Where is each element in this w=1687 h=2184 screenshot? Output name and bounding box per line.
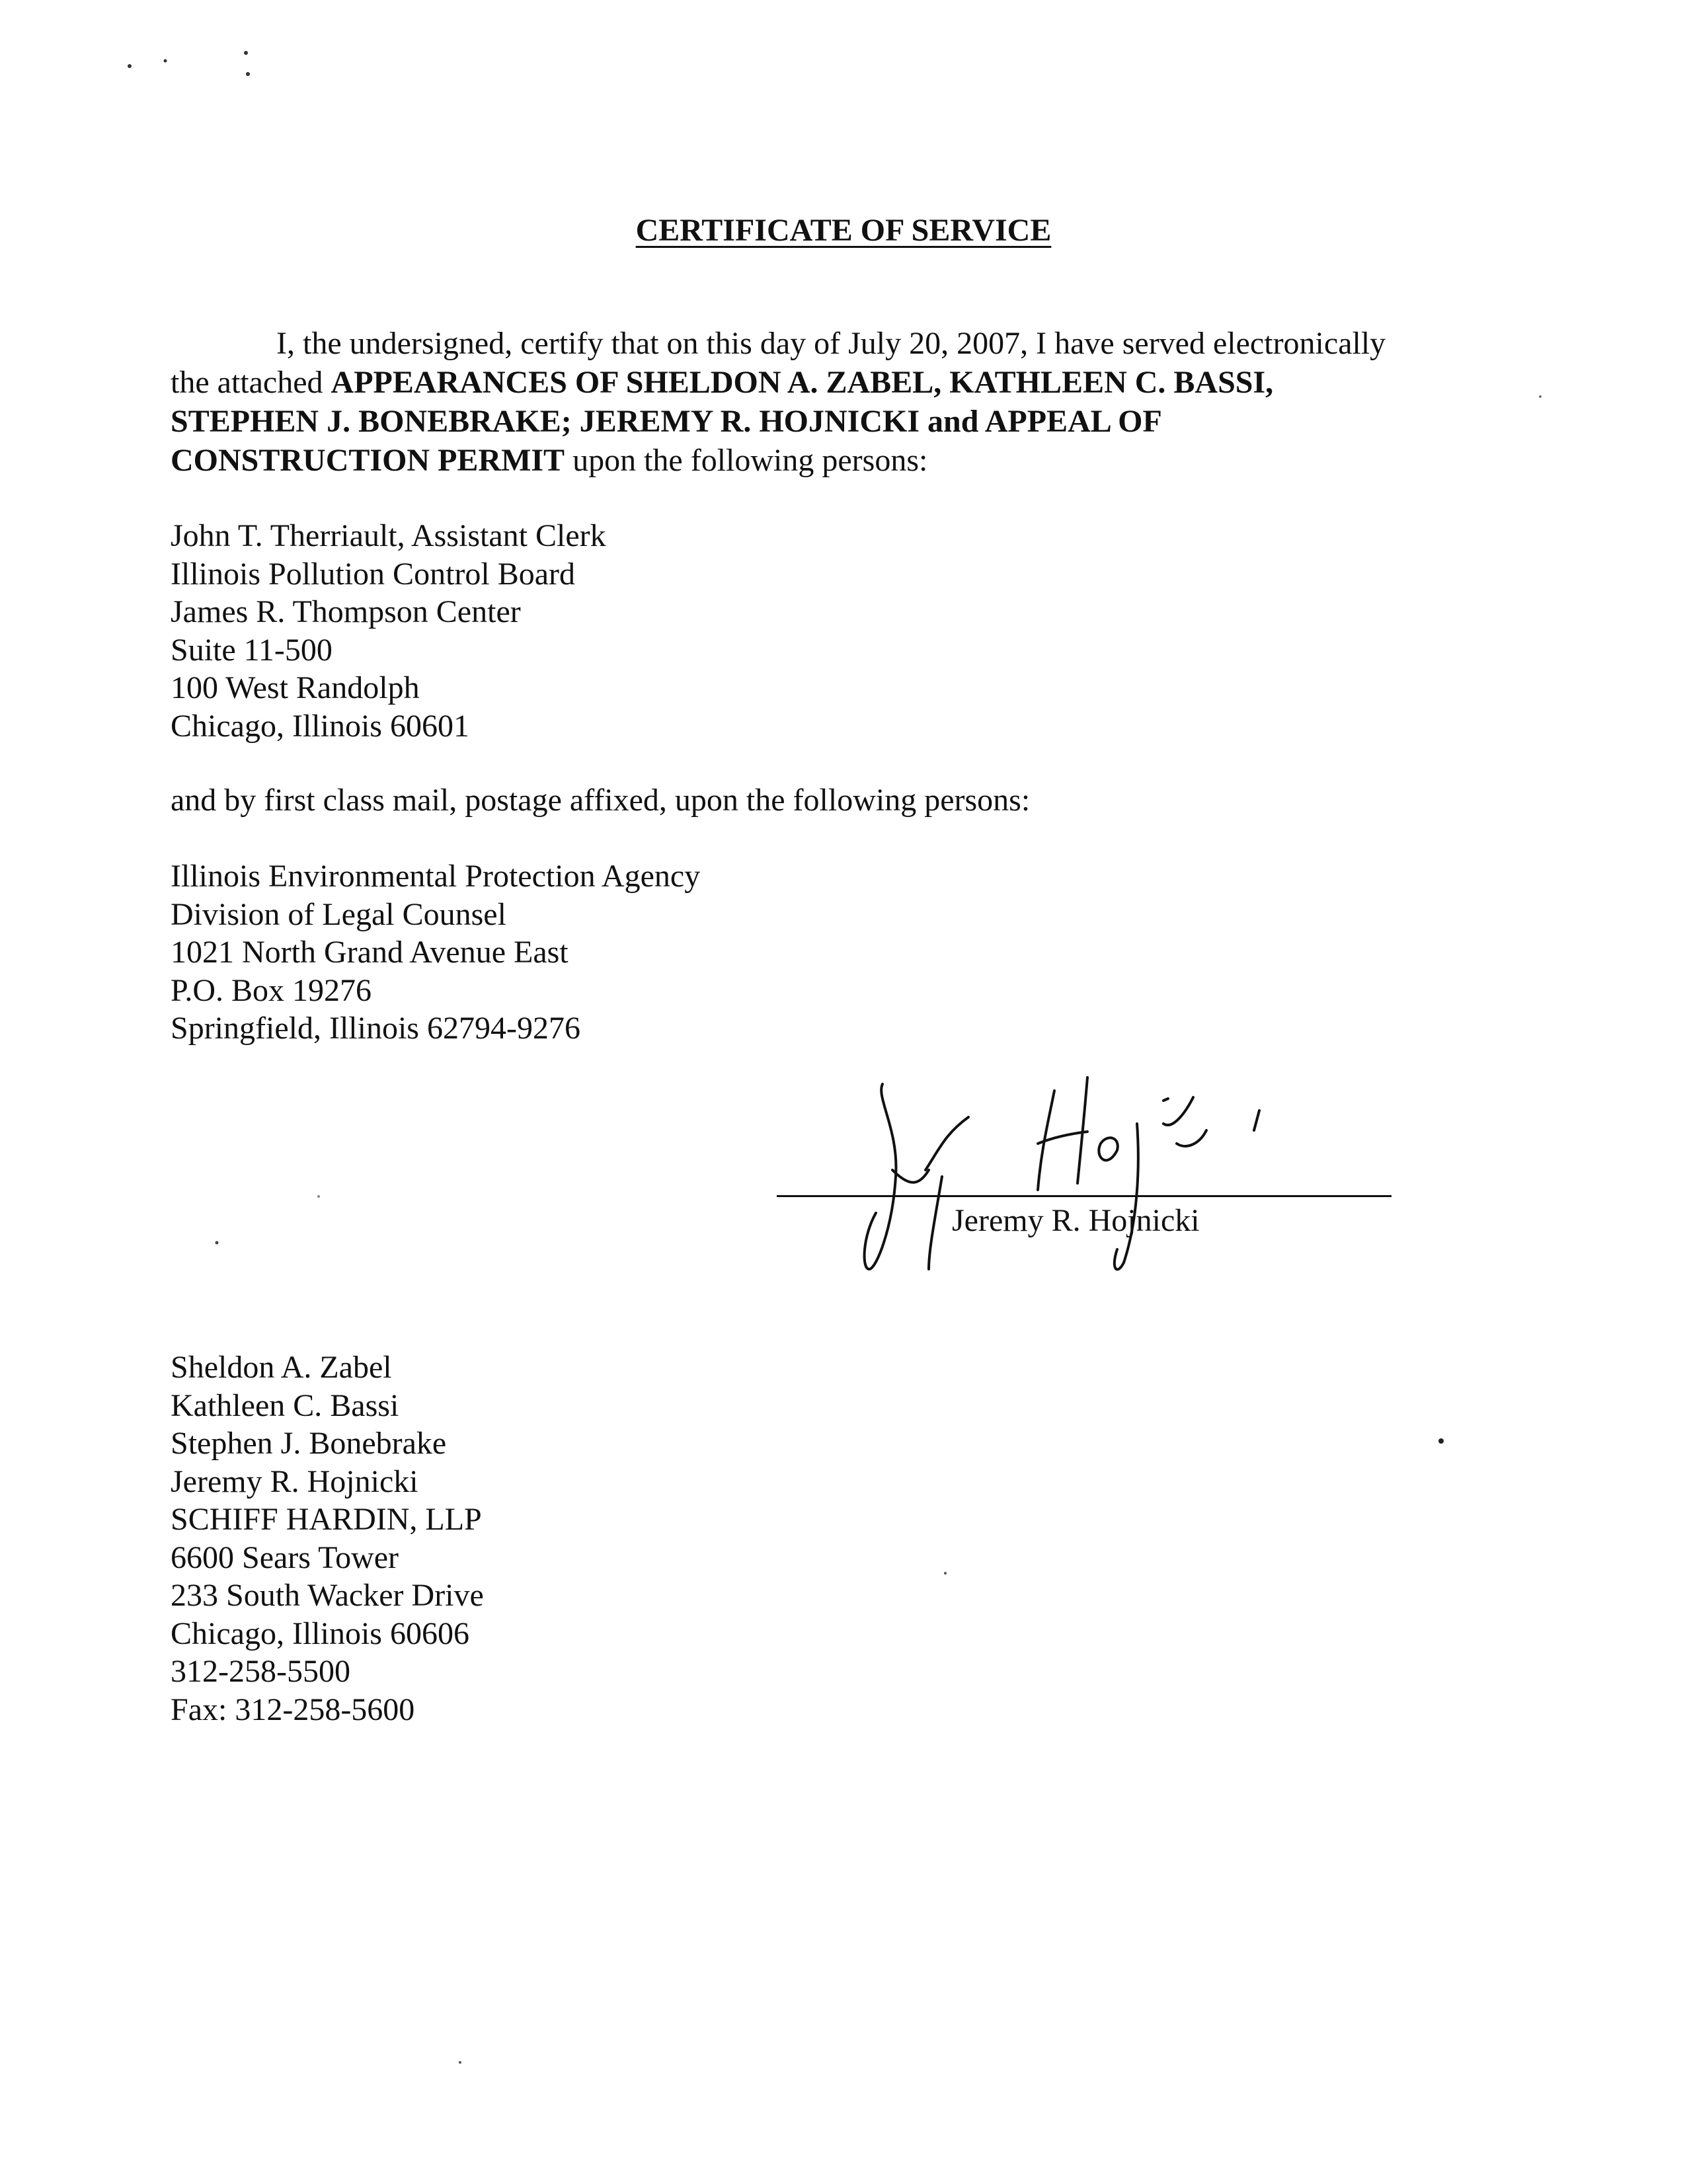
board-address-line: James R. Thompson Center xyxy=(171,594,521,629)
intro-line-2-plain: the attached xyxy=(171,365,331,400)
board-address-line: 100 West Randolph xyxy=(171,670,420,705)
first-class-mail-statement: and by first class mail, postage affixed, upon the following persons: xyxy=(171,783,1031,818)
counsel-line: Stephen J. Bonebrake xyxy=(171,1426,447,1461)
agency-address-line: Division of Legal Counsel xyxy=(171,896,506,932)
board-address-line: John T. Therriault, Assistant Clerk xyxy=(171,518,606,553)
intro-line-2 xyxy=(171,363,1460,402)
signature-block xyxy=(777,1071,1398,1289)
agency-address-line: Springfield, Illinois 62794-9276 xyxy=(171,1011,580,1046)
counsel-line: 233 South Wacker Drive xyxy=(171,1578,484,1613)
board-address-line: Suite 11-500 xyxy=(171,632,333,668)
agency-address-line: P.O. Box 19276 xyxy=(171,972,372,1008)
board-address-line: Illinois Pollution Control Board xyxy=(171,556,576,592)
counsel-line: Jeremy R. Hojnicki xyxy=(171,1463,418,1499)
document-title: CERTIFICATE OF SERVICE xyxy=(635,213,1052,248)
counsel-line: 6600 Sears Tower xyxy=(171,1540,399,1575)
counsel-line: Kathleen C. Bassi xyxy=(171,1387,399,1423)
intro-line-4-bold: CONSTRUCTION PERMIT xyxy=(171,443,565,478)
counsel-line: Chicago, Illinois 60606 xyxy=(171,1616,469,1651)
counsel-block xyxy=(171,1348,484,1729)
agency-address-line: Illinois Environmental Protection Agency xyxy=(171,859,701,894)
intro-line-3: STEPHEN J. BONEBRAKE; JEREMY R. HOJNICKI and APPEAL OF xyxy=(171,404,1162,439)
intro-line-4 xyxy=(171,441,1460,480)
intro-line-4-plain: upon the following persons: xyxy=(565,443,928,478)
certification-paragraph xyxy=(171,324,1460,480)
counsel-line: Sheldon A. Zabel xyxy=(171,1350,392,1385)
firm-name: SCHIFF HARDIN, LLP xyxy=(171,1502,482,1537)
agency-address-line: 1021 North Grand Avenue East xyxy=(171,935,569,970)
fax-number: Fax: 312-258-5600 xyxy=(171,1692,415,1727)
board-address-block xyxy=(171,517,606,745)
agency-address-block xyxy=(171,857,700,1048)
board-address-line: Chicago, Illinois 60601 xyxy=(171,708,469,744)
phone-number: 312-258-5500 xyxy=(171,1654,350,1689)
intro-line-1: I, the undersigned, certify that on this day of July 20, 2007, I have served electronically xyxy=(276,326,1386,361)
handwritten-signature xyxy=(777,1071,1398,1289)
signatory-name: Jeremy R. Hojnicki xyxy=(952,1203,1200,1238)
intro-line-2-bold: APPEARANCES OF SHELDON A. ZABEL, KATHLEEN C. BASSI, xyxy=(331,365,1274,400)
